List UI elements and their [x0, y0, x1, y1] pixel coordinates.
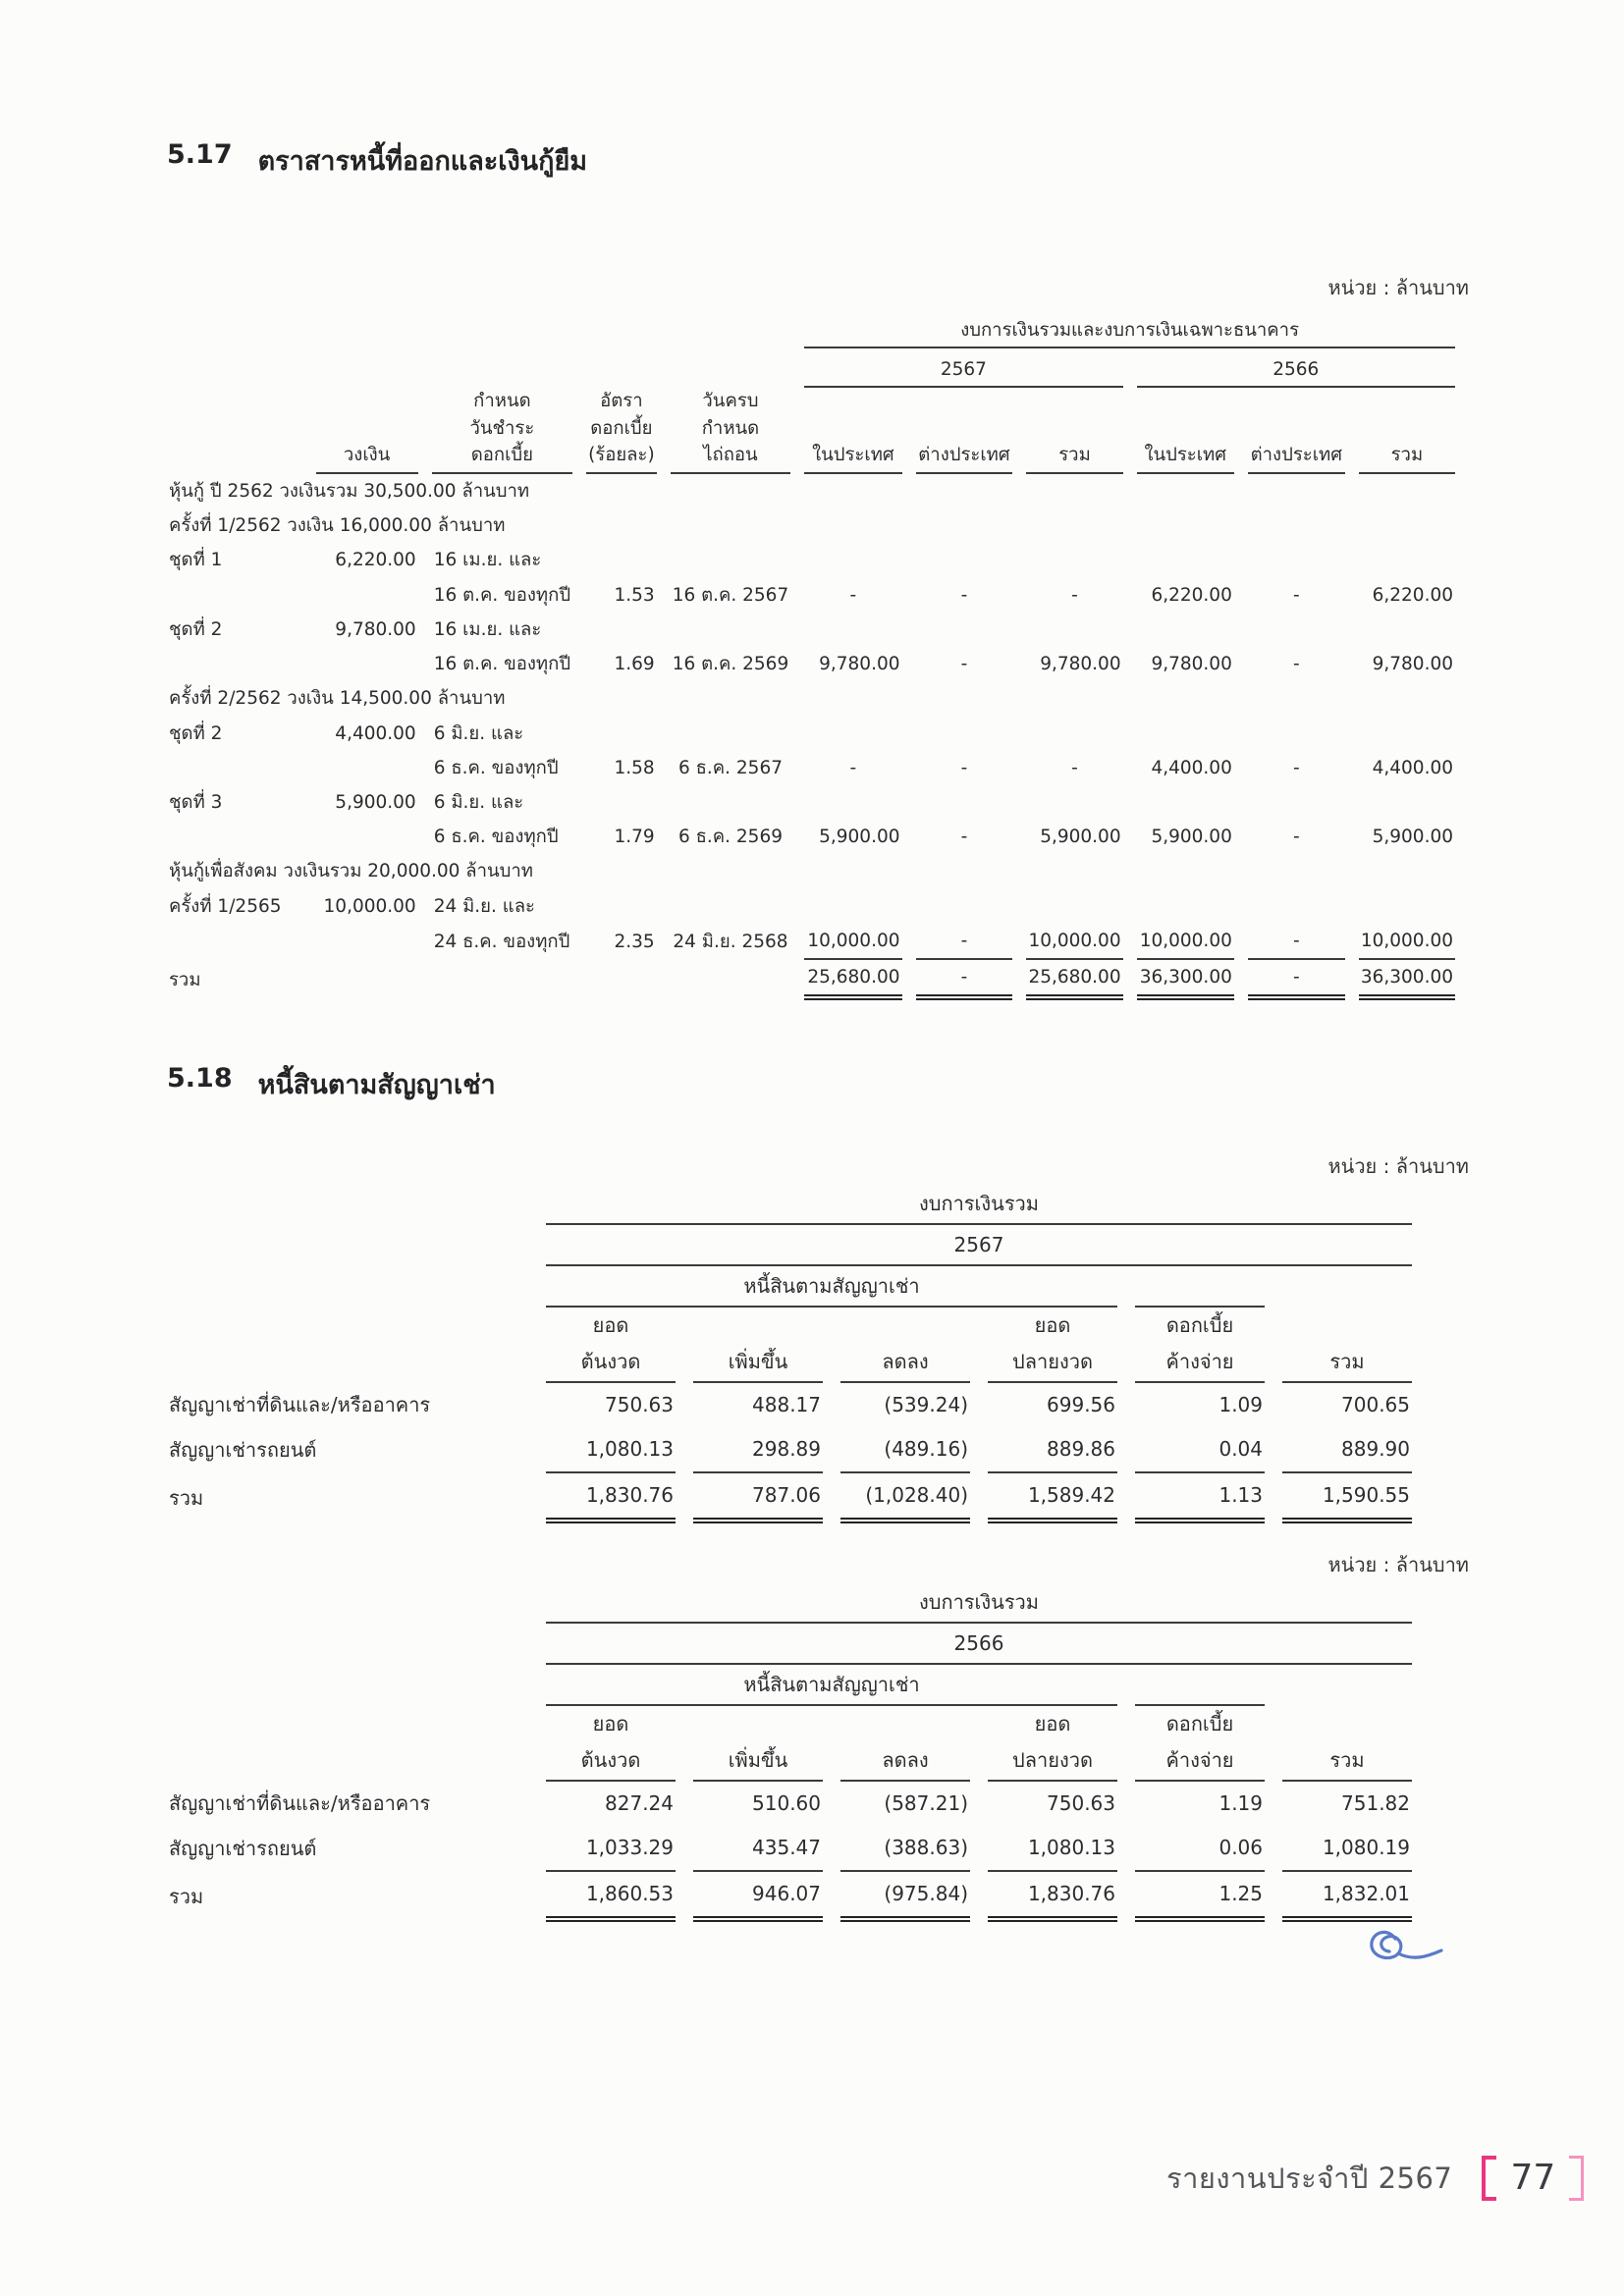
value-cell: -: [1292, 654, 1300, 675]
value-cell: (587.21): [884, 1791, 968, 1816]
value-cell: 24 มิ.ย. 2568: [673, 931, 788, 952]
value-cell: [671, 717, 791, 751]
column-header-row-2: [167, 1742, 1412, 1782]
year-2567-header: 2567: [804, 348, 1122, 388]
value-cell: 5,900.00: [1372, 827, 1453, 848]
pay-date-header: ดอกเบี้ย: [432, 442, 572, 474]
sub-header-row: [167, 1665, 1412, 1706]
interest-group-rule: [1135, 1266, 1265, 1308]
value-cell: [586, 717, 657, 751]
value-cell: [316, 647, 418, 681]
table-row: [167, 543, 1455, 577]
ending-balance-header: ยอด: [1034, 1313, 1071, 1338]
amount-header: วงเงิน: [316, 442, 418, 474]
value-cell: 6 มิ.ย. และ: [433, 791, 524, 813]
value-cell: 36,300.00: [1359, 960, 1455, 1000]
value-cell: [432, 960, 572, 1000]
handwritten-initial-icon: [1363, 1924, 1453, 1971]
value-cell: 1.13: [1135, 1473, 1265, 1523]
table-row: [167, 1782, 1412, 1826]
value-cell: [1026, 613, 1122, 647]
table-row: [167, 474, 1455, 508]
value-cell: -: [1292, 584, 1300, 606]
row-label: [167, 751, 302, 785]
value-cell: [1026, 717, 1122, 751]
value-cell: -: [960, 757, 968, 778]
value-cell: 36,300.00: [1137, 960, 1234, 1000]
year-2566-header: 2566: [1137, 348, 1455, 388]
section-heading: หนี้สินตามสัญญาเช่า: [257, 1070, 496, 1101]
column-header-row-1: [167, 1706, 1412, 1742]
value-cell: [1026, 889, 1122, 924]
year-header-row: [167, 1225, 1412, 1266]
pay-date-header: วันชำระ: [469, 417, 535, 439]
table-row: [167, 785, 1455, 820]
table-row: [167, 854, 1455, 888]
value-cell: 700.65: [1341, 1393, 1410, 1417]
value-cell: [1248, 785, 1345, 820]
value-cell: [1026, 785, 1122, 820]
decrease-header: ลดลง: [840, 1344, 970, 1383]
value-cell: 16 ต.ค. 2569: [672, 654, 789, 675]
value-cell: [671, 785, 791, 820]
value-cell: [916, 543, 1013, 577]
value-cell: 24 มิ.ย. และ: [433, 895, 535, 917]
value-cell: 1,080.19: [1282, 1826, 1412, 1872]
foreign-2566-header: ต่างประเทศ: [1248, 442, 1345, 474]
value-cell: -: [960, 654, 968, 675]
section-5-18-title: [167, 1063, 1469, 1105]
value-cell: [586, 785, 657, 820]
value-cell: [916, 717, 1013, 751]
value-cell: [586, 543, 657, 577]
beginning-balance-header: ต้นงวด: [546, 1742, 676, 1782]
value-cell: [916, 613, 1013, 647]
group-header-row: [167, 1580, 1412, 1624]
lease-liabilities-2567-table: [149, 1182, 1430, 1523]
beginning-balance-header: ยอด: [592, 1712, 629, 1736]
table-row: [167, 924, 1455, 960]
spacer-cell: [167, 307, 790, 348]
value-cell: 4,400.00: [335, 722, 416, 744]
value-cell: 4,400.00: [1151, 757, 1232, 778]
row-label: ครั้งที่ 1/2562 วงเงิน 16,000.00 ล้านบาท: [169, 515, 506, 537]
accrued-interest-header: ค้างจ่าย: [1135, 1344, 1265, 1383]
value-cell: 1.69: [614, 654, 655, 675]
value-cell: [1137, 717, 1234, 751]
value-cell: 9,780.00: [335, 618, 416, 640]
rate-header: ดอกเบี้ย: [590, 417, 653, 439]
value-cell: 6 ธ.ค. ของทุกปี: [433, 827, 559, 848]
signature-row: [167, 1924, 1469, 1973]
value-cell: -: [1071, 584, 1078, 606]
value-cell: 946.07: [693, 1872, 823, 1922]
value-cell: 787.06: [693, 1473, 823, 1523]
value-cell: [804, 785, 901, 820]
year-header: 2567: [546, 1225, 1412, 1266]
row-label: [167, 647, 302, 681]
value-cell: -: [916, 924, 1013, 960]
value-cell: [1359, 889, 1455, 924]
value-cell: 1,080.13: [988, 1826, 1117, 1872]
row-label: สัญญาเช่ารถยนต์: [169, 1837, 317, 1861]
value-cell: -: [849, 584, 857, 606]
value-cell: 16 ต.ค. ของทุกปี: [433, 654, 571, 675]
value-cell: -: [1292, 757, 1300, 778]
row-label: ชุดที่ 2: [169, 618, 223, 640]
increase-header: เพิ่มขึ้น: [693, 1742, 823, 1782]
lease-liability-group-header: หนี้สินตามสัญญาเช่า: [546, 1665, 1117, 1706]
row-label: รวม: [169, 1486, 204, 1511]
group-header-row: [167, 307, 1455, 348]
table-row: [167, 1427, 1412, 1473]
statement-scope-header: งบการเงินรวม: [546, 1580, 1412, 1624]
value-cell: [804, 613, 901, 647]
table-row: [167, 613, 1455, 647]
row-label: ชุดที่ 1: [169, 550, 223, 571]
value-cell: -: [849, 757, 857, 778]
value-cell: [1248, 889, 1345, 924]
value-cell: 1,590.55: [1282, 1473, 1412, 1523]
value-cell: 6,220.00: [1372, 584, 1453, 606]
value-cell: [804, 717, 901, 751]
beginning-balance-header: ยอด: [592, 1313, 629, 1338]
value-cell: [1248, 613, 1345, 647]
value-cell: 699.56: [1047, 1393, 1115, 1417]
value-cell: 1.09: [1218, 1393, 1263, 1417]
right-bracket-icon: [1569, 2156, 1584, 2201]
value-cell: 9,780.00: [1372, 654, 1453, 675]
value-cell: [1137, 543, 1234, 577]
value-cell: 5,900.00: [1040, 827, 1121, 848]
value-cell: 4,400.00: [1372, 757, 1453, 778]
value-cell: 10,000.00: [804, 924, 901, 960]
value-cell: 6,220.00: [335, 550, 416, 571]
footer-report-title: รายงานประจำปี 2567: [1166, 2162, 1453, 2195]
statement-scope-header: งบการเงินรวม: [546, 1182, 1412, 1225]
value-cell: [586, 889, 657, 924]
value-cell: 889.90: [1282, 1427, 1412, 1473]
table-row: [167, 1383, 1412, 1427]
pay-date-header: กำหนด: [473, 391, 531, 411]
value-cell: (975.84): [840, 1872, 970, 1922]
value-cell: 6 มิ.ย. และ: [433, 722, 524, 744]
table-row: [167, 578, 1455, 613]
value-cell: (1,028.40): [840, 1473, 970, 1523]
total-header: รวม: [1282, 1742, 1412, 1782]
value-cell: -: [1248, 960, 1345, 1000]
value-cell: 16 ต.ค. 2567: [672, 584, 789, 606]
value-cell: [671, 613, 791, 647]
ending-balance-header: ปลายงวด: [988, 1742, 1117, 1782]
column-header-row-3: [167, 442, 1455, 474]
unit-label: หน่วย : ล้านบาท: [1327, 276, 1469, 299]
row-label: สัญญาเช่าที่ดินและ/หรืออาคาร: [169, 1791, 431, 1816]
table-row: [167, 508, 1455, 543]
spacer-cell: [167, 348, 790, 388]
column-header-row-2: [167, 415, 1455, 443]
value-cell: 1.79: [614, 827, 655, 848]
interest-group-rule: [1135, 1665, 1265, 1706]
maturity-header: ไถ่ถอน: [671, 442, 791, 474]
value-cell: 750.63: [1047, 1791, 1115, 1816]
value-cell: -: [960, 827, 968, 848]
accrued-interest-header: ดอกเบี้ย: [1165, 1313, 1234, 1338]
row-label: รวม: [169, 970, 201, 991]
accrued-interest-header: ดอกเบี้ย: [1165, 1712, 1234, 1736]
value-cell: 827.24: [605, 1791, 674, 1816]
row-label: ครั้งที่ 1/2565: [169, 895, 282, 917]
value-cell: 10,000.00: [323, 895, 416, 917]
foreign-2567-header: ต่างประเทศ: [916, 442, 1013, 474]
value-cell: 1,860.53: [546, 1872, 676, 1922]
value-cell: (539.24): [884, 1393, 968, 1417]
value-cell: -: [1292, 827, 1300, 848]
value-cell: 5,900.00: [1151, 827, 1232, 848]
value-cell: 298.89: [693, 1427, 823, 1473]
value-cell: [1248, 543, 1345, 577]
page-footer: [1166, 2156, 1584, 2201]
table-row: [167, 1473, 1412, 1523]
value-cell: 889.86: [988, 1427, 1117, 1473]
column-header-row-1: [167, 388, 1455, 415]
value-cell: 6 ธ.ค. 2569: [677, 827, 783, 848]
statement-scope-header: งบการเงินรวมและงบการเงินเฉพาะธนาคาร: [804, 307, 1455, 348]
total-2567-header: รวม: [1026, 442, 1122, 474]
value-cell: [1359, 613, 1455, 647]
table-row: [167, 1872, 1412, 1922]
value-cell: [1137, 889, 1234, 924]
row-label: ชุดที่ 3: [169, 791, 223, 813]
domestic-2567-header: ในประเทศ: [804, 442, 901, 474]
value-cell: 5,900.00: [335, 791, 416, 813]
maturity-header: กำหนด: [701, 417, 760, 439]
value-cell: 25,680.00: [804, 960, 901, 1000]
table-row: [167, 960, 1455, 1000]
value-cell: 9,780.00: [819, 654, 900, 675]
row-label: [167, 578, 302, 613]
table-row: [167, 647, 1455, 681]
value-cell: 1,589.42: [988, 1473, 1117, 1523]
value-cell: 1.19: [1218, 1791, 1263, 1816]
column-header-row-1: [167, 1308, 1412, 1344]
value-cell: [586, 960, 657, 1000]
rate-header: (ร้อยละ): [586, 442, 657, 474]
row-label: หุ้นกู้ ปี 2562 วงเงินรวม 30,500.00 ล้านบาท: [169, 481, 530, 503]
table-row: [167, 820, 1455, 854]
value-cell: 751.82: [1341, 1791, 1410, 1816]
value-cell: [1359, 543, 1455, 577]
value-cell: 16 ต.ค. ของทุกปี: [433, 584, 571, 606]
year-header: 2566: [546, 1624, 1412, 1665]
value-cell: 16 เม.ย. และ: [433, 550, 542, 571]
value-cell: 488.17: [752, 1393, 821, 1417]
beginning-balance-header: ต้นงวด: [546, 1344, 676, 1383]
row-label: สัญญาเช่ารถยนต์: [169, 1438, 317, 1463]
section-number: 5.18: [167, 1063, 233, 1095]
lease-liability-group-header: หนี้สินตามสัญญาเช่า: [546, 1266, 1117, 1308]
value-cell: [1137, 785, 1234, 820]
value-cell: 0.04: [1135, 1427, 1265, 1473]
page-number-box: [1482, 2156, 1584, 2201]
decrease-header: ลดลง: [840, 1742, 970, 1782]
value-cell: [316, 578, 418, 613]
value-cell: 510.60: [752, 1791, 821, 1816]
left-bracket-icon: [1482, 2156, 1496, 2201]
ending-balance-header: ยอด: [1034, 1712, 1071, 1736]
value-cell: 10,000.00: [1026, 924, 1122, 960]
value-cell: 0.06: [1135, 1826, 1265, 1872]
group-header-row: [167, 1182, 1412, 1225]
value-cell: [586, 613, 657, 647]
value-cell: (489.16): [840, 1427, 970, 1473]
table-row: [167, 751, 1455, 785]
value-cell: [1359, 717, 1455, 751]
value-cell: [1248, 717, 1345, 751]
table-row: [167, 717, 1455, 751]
value-cell: 10,000.00: [1137, 924, 1234, 960]
sub-header-row: [167, 1266, 1412, 1308]
value-cell: 750.63: [605, 1393, 674, 1417]
unit-label: หน่วย : ล้านบาท: [1327, 1154, 1469, 1179]
year-header-row: [167, 348, 1455, 388]
value-cell: 16 เม.ย. และ: [433, 618, 542, 640]
year-header-row: [167, 1624, 1412, 1665]
value-cell: [671, 960, 791, 1000]
value-cell: 1.58: [614, 757, 655, 778]
value-cell: -: [1248, 924, 1345, 960]
value-cell: [804, 889, 901, 924]
value-cell: [316, 751, 418, 785]
table-row: [167, 1826, 1412, 1872]
unit-label: หน่วย : ล้านบาท: [1327, 1553, 1469, 1577]
value-cell: 24 ธ.ค. ของทุกปี: [433, 931, 570, 952]
value-cell: (388.63): [840, 1826, 970, 1872]
value-cell: 10,000.00: [1359, 924, 1455, 960]
table-row: [167, 681, 1455, 716]
value-cell: [916, 889, 1013, 924]
value-cell: -: [960, 584, 968, 606]
debt-securities-table: [153, 307, 1469, 1000]
value-cell: [916, 785, 1013, 820]
value-cell: 1,080.13: [546, 1427, 676, 1473]
value-cell: 25,680.00: [1026, 960, 1122, 1000]
row-label: ชุดที่ 2: [169, 722, 223, 744]
value-cell: [316, 820, 418, 854]
column-header-row-2: [167, 1344, 1412, 1383]
table-row: [167, 889, 1455, 924]
value-cell: 2.35: [614, 931, 655, 952]
maturity-header: วันครบ: [702, 391, 759, 411]
accrued-interest-header: ค้างจ่าย: [1135, 1742, 1265, 1782]
section-5-17-title: [167, 139, 1469, 182]
value-cell: 1,830.76: [988, 1872, 1117, 1922]
value-cell: [1026, 543, 1122, 577]
row-label: ครั้งที่ 2/2562 วงเงิน 14,500.00 ล้านบาท: [169, 688, 506, 710]
value-cell: 1,830.76: [546, 1473, 676, 1523]
value-cell: 1,832.01: [1282, 1872, 1412, 1922]
value-cell: [1137, 613, 1234, 647]
value-cell: -: [1071, 757, 1078, 778]
page-number: 77: [1510, 2158, 1556, 2198]
value-cell: 6 ธ.ค. ของทุกปี: [433, 757, 559, 778]
value-cell: [316, 924, 418, 960]
value-cell: 6 ธ.ค. 2567: [677, 757, 783, 778]
increase-header: เพิ่มขึ้น: [693, 1344, 823, 1383]
section-heading: ตราสารหนี้ที่ออกและเงินกู้ยืม: [257, 146, 588, 177]
value-cell: 5,900.00: [819, 827, 900, 848]
total-2566-header: รวม: [1359, 442, 1455, 474]
section-number: 5.17: [167, 139, 233, 170]
value-cell: [671, 543, 791, 577]
value-cell: [804, 543, 901, 577]
row-label: หุ้นกู้เพื่อสังคม วงเงินรวม 20,000.00 ล้านบาท: [169, 861, 534, 882]
value-cell: 6,220.00: [1151, 584, 1232, 606]
value-cell: -: [916, 960, 1013, 1000]
row-label: รวม: [169, 1885, 204, 1909]
value-cell: [671, 889, 791, 924]
value-cell: [1359, 785, 1455, 820]
value-cell: 1,033.29: [546, 1826, 676, 1872]
rate-header: อัตรา: [600, 391, 643, 411]
value-cell: 1.53: [614, 584, 655, 606]
lease-liabilities-2566-table: [149, 1580, 1430, 1922]
total-header: รวม: [1282, 1344, 1412, 1383]
value-cell: 9,780.00: [1040, 654, 1121, 675]
value-cell: [316, 960, 418, 1000]
row-label: [167, 924, 302, 960]
domestic-2566-header: ในประเทศ: [1137, 442, 1234, 474]
value-cell: 435.47: [693, 1826, 823, 1872]
value-cell: 1.25: [1135, 1872, 1265, 1922]
row-label: [167, 820, 302, 854]
row-label: สัญญาเช่าที่ดินและ/หรืออาคาร: [169, 1393, 431, 1417]
value-cell: 9,780.00: [1151, 654, 1232, 675]
ending-balance-header: ปลายงวด: [988, 1344, 1117, 1383]
